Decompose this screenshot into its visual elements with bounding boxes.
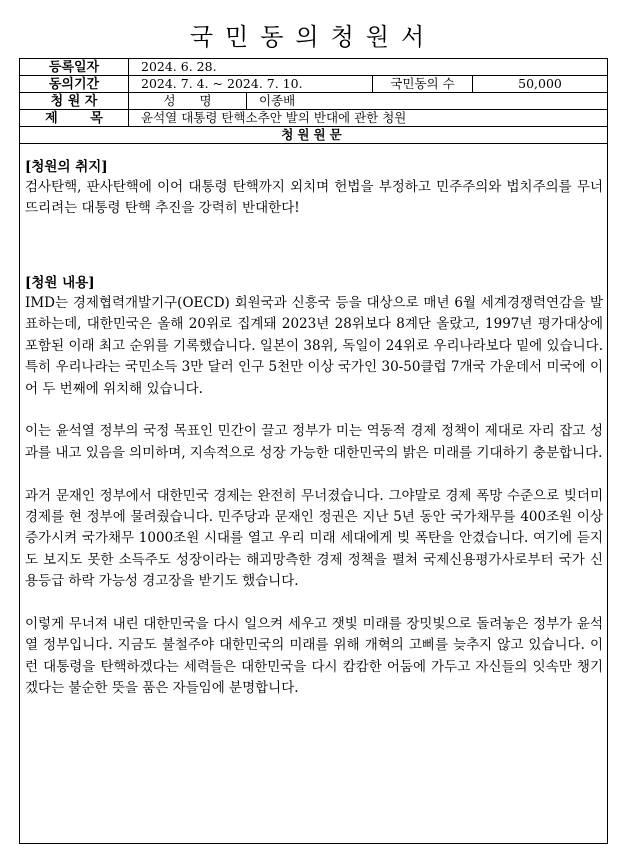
purpose-section [25, 155, 603, 220]
content-paragraph-1: IMD는 경제협력개발기구(OECD) 회원국과 신흥국 등을 대상으로 매년 6월 세계경쟁력연감을 발표하는데, 대한민국은 올해 20위로 집계돼 2023년 28위보다 8계단 올랐고, 1997년 평가대상에 포함된 이래 최고 순위를 기록했습니다. 일본이 38위, 독일이 24위로 우리나라보다 밑에 있습니다. 특히 우리나라는 국민소득 3만 달러 인구 5천만 이상 국가인 30-50클럽 7개국 가운데서 미국에 이어 두 번째에 위치해 있습니다. [25, 295, 603, 397]
body-header: 청원원문 [281, 126, 346, 142]
body-header-row [20, 127, 607, 144]
name-value: 이종배 [259, 92, 296, 108]
petitioner-label: 청 원 자 [20, 93, 129, 109]
registration-date-value: 2024. 6. 28. [141, 58, 217, 74]
agreement-count-value: 50,000 [518, 75, 562, 91]
content-paragraph-2: 이는 윤석열 정부의 국정 목표인 민간이 끌고 정부가 미는 역동적 경제 정책이 제대로 자리 잡고 성과를 내고 있음을 의미하며, 지속적으로 성장 가능한 대한민국의 밝은 미래를 기대하기 충분합니다. [25, 423, 603, 461]
content-paragraph-4: 이렇게 무너져 내린 대한민국을 다시 일으켜 세우고 잿빛 미래를 장밋빛으로 돌려놓은 정부가 윤석열 정부입니다. 지금도 불철주야 대한민국의 미래를 위해 개혁의 고삐를 늦추지 않고 있습니다. 이런 대통령을 탄핵하겠다는 세력들은 대한민국을 다시 캄캄한 어둠에 가두고 자신들의 잇속만 챙기겠다는 불순한 뜻을 품은 자들임에 분명합니다. [25, 616, 603, 697]
purpose-heading: [청원의 취지] [25, 159, 108, 175]
petitioner-row [20, 93, 607, 110]
name-label: 성 명 [129, 93, 247, 109]
agreement-period-row [20, 76, 607, 93]
agreement-period-label: 동의기간 [20, 76, 129, 92]
content-paragraph-3: 과거 문재인 정부에서 대한민국 경제는 완전히 무너졌습니다. 그야말로 경제 폭망 수준으로 빚더미 경제를 현 정부에 물려줬습니다. 민주당과 문재인 정권은 지난 5년 동안 국가채무를 400조원 이상 증가시켜 국가채무 1000조원 시대를 열고 우리 미래 세대에게 빚 폭탄을 안겼습니다. 여기에 듣지도 보지도 못한 소득주도 성장이라는 해괴망측한 경제 정책을 펼쳐 국제신용평가사로부터 국가 신용등급 하락 가능성 경고장을 받기도 했습니다. [25, 487, 603, 590]
registration-date-label: 등록일자 [20, 59, 129, 75]
content-section [25, 271, 603, 700]
registration-date-row [20, 59, 607, 76]
purpose-text: 검사탄핵, 판사탄핵에 이어 대통령 탄핵까지 외치며 헌법을 부정하고 민주주의와 법치주의를 무너뜨리려는 대통령 탄핵 추진을 강력히 반대한다! [25, 179, 603, 217]
content-heading: [청원 내용] [25, 275, 95, 291]
document-title: 국민동의청원서 [189, 23, 437, 51]
agreement-count-label: 국민동의 수 [373, 76, 473, 92]
subject-label: 제 목 [20, 110, 129, 126]
subject-row [20, 110, 607, 127]
subject-value: 윤석열 대통령 탄핵소추안 발의 반대에 관한 청원 [141, 109, 407, 125]
petition-form [19, 58, 608, 844]
agreement-period-value: 2024. 7. 4. ~ 2024. 7. 10. [129, 76, 373, 92]
